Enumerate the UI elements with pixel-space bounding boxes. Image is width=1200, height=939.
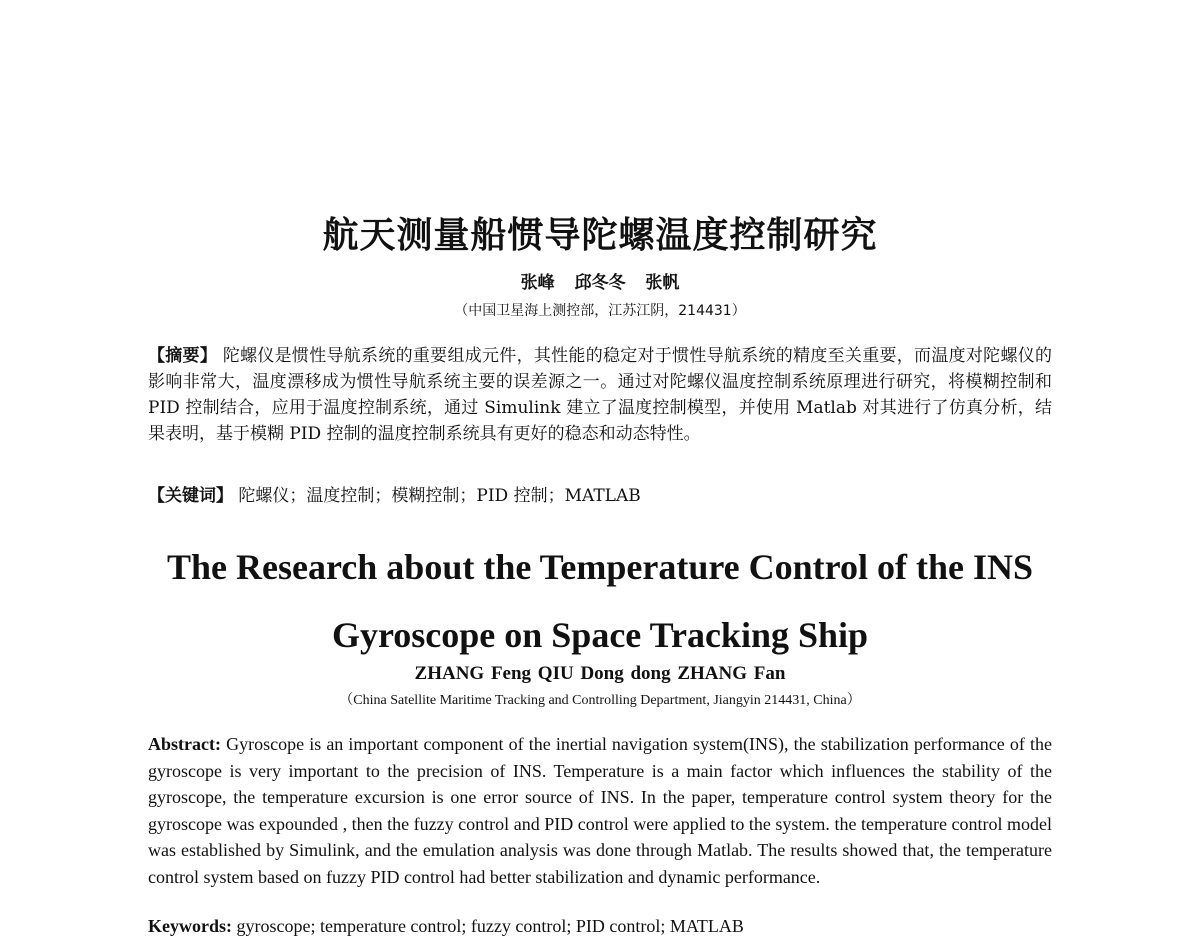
english-affiliation: （China Satellite Maritime Tracking and Controlling Department, Jiangyin 214431, China） (339, 693, 861, 708)
chinese-affiliation: （中国卫星海上测控部，江苏江阴，214431） (454, 303, 746, 319)
english-abstract-label: Abstract: (148, 734, 221, 754)
english-abstract-text: Gyroscope is an important component of the inertial navigation system(INS), the stabilization performance of the gyroscope is very important to the precision of INS. Temperature is a main factor which influences the stability of the gyroscope, the temperature excursion is one error source of INS. In the paper, temperature control system theory for the gyroscope was expounded , then the fuzzy control and PID control were applied to the system. the temperature control model was established by Simulink, and the emulation analysis was done through Matlab. The results showed that, the temperature control system based on fuzzy PID control had better stabilization and dynamic performance. (148, 734, 1052, 887)
chinese-title: 航天测量船惯导陀螺温度控制研究 (322, 215, 878, 256)
chinese-keywords-label: 【关键词】 (148, 486, 233, 506)
english-keywords-label: Keywords: (148, 916, 232, 936)
english-keywords-text: gyroscope; temperature control; fuzzy control; PID control; MATLAB (236, 916, 744, 936)
chinese-abstract-label: 【摘要】 (148, 346, 218, 366)
english-title (0, 533, 1200, 669)
english-title-line-1: The Research about the Temperature Control of the INS (167, 547, 1033, 587)
english-abstract (148, 731, 1052, 890)
chinese-keywords (148, 483, 1052, 509)
english-authors: ZHANG Feng QIU Dong dong ZHANG Fan (414, 663, 786, 684)
english-title-line-2: Gyroscope on Space Tracking Ship (331, 615, 869, 655)
chinese-keywords-text: 陀螺仪；温度控制；模糊控制；PID 控制；MATLAB (238, 486, 641, 506)
chinese-abstract-text: 陀螺仪是惯性导航系统的重要组成元件，其性能的稳定对于惯性导航系统的精度至关重要，而温度对陀螺仪的影响非常大，温度漂移成为惯性导航系统主要的误差源之一。通过对陀螺仪温度控制系统原理进行研究，将模糊控制和 PID 控制结合，应用于温度控制系统，通过 Simulink 建立了温度控制模型，并使用 Matlab 对其进行了仿真分析，结果表明，基于模糊 PID 控制的温度控制系统具有更好的稳态和动态特性。 (148, 346, 1053, 444)
chinese-authors: 张峰 邱冬冬 张帆 (520, 273, 680, 293)
chinese-abstract (148, 343, 1052, 447)
english-keywords (148, 913, 1052, 939)
